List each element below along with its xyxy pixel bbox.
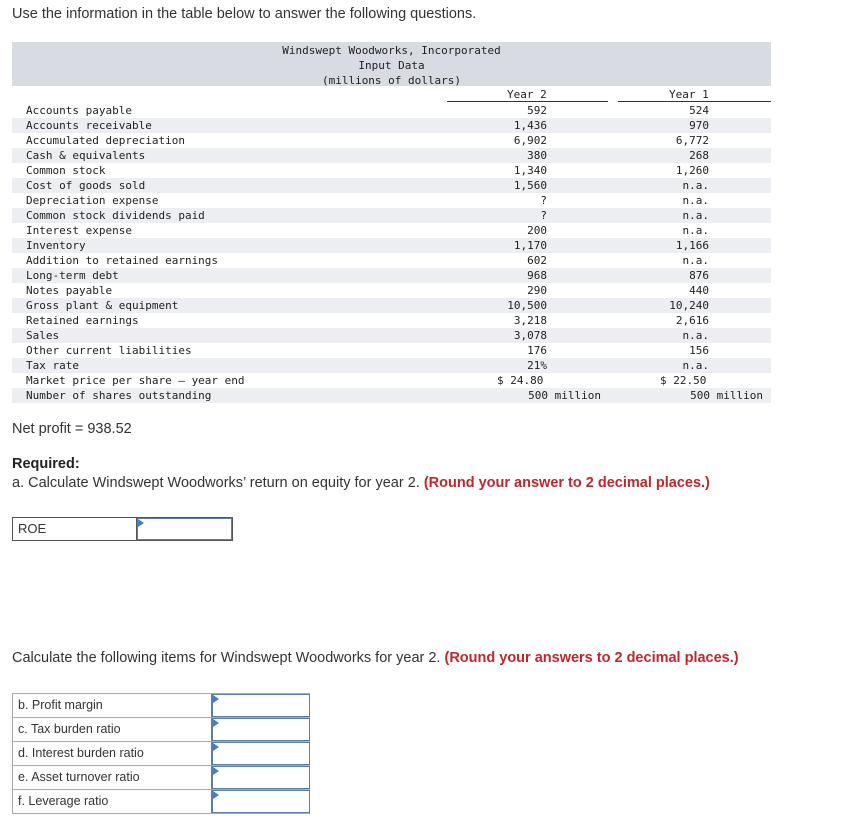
question-b-instruction: (Round your answers to 2 decimal places.) <box>444 650 739 666</box>
row-value-year1: 10,240 <box>669 299 709 312</box>
table-row <box>12 358 771 373</box>
table-row <box>12 103 771 118</box>
row-label: Other current liabilities <box>26 344 192 357</box>
ratio-label: e. Asset turnover ratio <box>12 766 211 789</box>
table-row <box>12 373 771 388</box>
row-label: Addition to retained earnings <box>26 254 219 267</box>
row-label: Inventory <box>26 239 86 252</box>
row-value-year1: 6,772 <box>675 134 709 147</box>
input-flag-icon <box>213 743 219 751</box>
table-row <box>12 268 771 283</box>
row-label: Common stock dividends paid <box>26 209 205 222</box>
row-label: Market price per share – year end <box>26 374 245 387</box>
table-row <box>12 208 771 223</box>
row-value-year2: $ 24.80 <box>497 374 544 387</box>
row-value-year2: 500 million <box>528 389 601 402</box>
row-value-year1: $ 22.50 <box>660 374 707 387</box>
row-value-year1: 2,616 <box>675 314 709 327</box>
row-value-year2: ? <box>540 194 547 207</box>
row-value-year1: n.a. <box>682 224 709 237</box>
row-label: Common stock <box>26 164 106 177</box>
row-label: Cost of goods sold <box>26 179 146 192</box>
ratio-label: f. Leverage ratio <box>12 790 211 813</box>
row-value-year2: 592 <box>527 104 547 117</box>
row-value-year2: 1,340 <box>513 164 547 177</box>
row-value-year1: n.a. <box>682 179 709 192</box>
question-b-text: Calculate the following items for Windswept Woodworks for year 2. <box>12 650 441 666</box>
table-row <box>12 253 771 268</box>
row-label: Sales <box>26 329 60 342</box>
ratio-row-profit-margin <box>12 693 310 718</box>
question-a-text: a. Calculate Windswept Woodworks’ return on equity for year 2. <box>12 475 420 491</box>
row-value-year2: 3,078 <box>513 329 547 342</box>
ratio-row-asset-turnover <box>12 766 310 790</box>
table-row <box>12 133 771 148</box>
table-units: (millions of dollars) <box>321 74 462 87</box>
question-b <box>12 650 739 666</box>
row-label: Retained earnings <box>26 314 139 327</box>
row-label: Cash & equivalents <box>26 149 146 162</box>
ratio-label: d. Interest burden ratio <box>12 742 211 765</box>
row-label: Number of shares outstanding <box>26 389 212 402</box>
row-value-year2: 290 <box>527 284 547 297</box>
ratio-label: c. Tax burden ratio <box>12 718 211 741</box>
asset-turnover-input[interactable] <box>211 766 310 789</box>
row-value-year2: 3,218 <box>513 314 547 327</box>
net-profit-text: Net profit = 938.52 <box>12 421 132 437</box>
table-row <box>12 118 771 133</box>
question-a-instruction: (Round your answer to 2 decimal places.) <box>423 475 710 491</box>
table-row <box>12 148 771 163</box>
row-value-year1: 524 <box>689 104 709 117</box>
row-value-year2: 968 <box>527 269 547 282</box>
row-value-year1: n.a. <box>682 194 709 207</box>
row-value-year2: 10,500 <box>507 299 547 312</box>
profit-margin-input[interactable] <box>211 694 310 717</box>
input-flag-icon <box>213 719 219 727</box>
row-label: Notes payable <box>26 284 113 297</box>
table-row <box>12 163 771 178</box>
input-flag-icon <box>138 519 144 527</box>
row-label: Accounts payable <box>26 104 132 117</box>
ratio-row-leverage <box>12 790 310 814</box>
required-heading: Required: <box>12 456 80 472</box>
row-value-year1: 1,166 <box>675 239 709 252</box>
table-row <box>12 178 771 193</box>
ratio-label: b. Profit margin <box>12 694 211 717</box>
interest-burden-input[interactable] <box>211 742 310 765</box>
ratio-row-interest-burden <box>12 742 310 766</box>
ratio-answer-table <box>12 693 310 814</box>
row-value-year1: n.a. <box>682 209 709 222</box>
question-a <box>12 475 710 491</box>
row-value-year1: 268 <box>689 149 709 162</box>
table-row <box>12 298 771 313</box>
input-flag-icon <box>213 767 219 775</box>
table-row <box>12 328 771 343</box>
row-value-year2: 1,560 <box>513 179 547 192</box>
row-value-year2: 1,170 <box>513 239 547 252</box>
table-row <box>12 223 771 238</box>
table-title: Windswept Woodworks, Incorporated <box>282 44 501 57</box>
row-value-year1: 876 <box>689 269 709 282</box>
col-rule-year2 <box>447 101 608 102</box>
table-subtitle: Input Data <box>358 59 425 72</box>
col-header-year2: Year 2 <box>507 88 547 101</box>
row-label: Interest expense <box>26 224 132 237</box>
row-label: Accounts receivable <box>26 119 152 132</box>
row-value-year1: 156 <box>689 344 709 357</box>
table-row <box>12 388 771 403</box>
intro-text: Use the information in the table below to answer the following questions. <box>12 6 477 22</box>
row-value-year2: ? <box>540 209 547 222</box>
roe-answer-row <box>12 517 233 541</box>
row-label: Accumulated depreciation <box>26 134 185 147</box>
leverage-input[interactable] <box>211 790 310 813</box>
col-rule-year1 <box>618 101 771 102</box>
row-value-year1: 440 <box>689 284 709 297</box>
row-label: Gross plant & equipment <box>26 299 179 312</box>
table-row <box>12 238 771 253</box>
roe-label: ROE <box>13 518 137 540</box>
row-value-year2: 380 <box>527 149 547 162</box>
table-row <box>12 193 771 208</box>
table-row <box>12 343 771 358</box>
row-value-year1: n.a. <box>682 359 709 372</box>
col-header-year1: Year 1 <box>669 88 709 101</box>
table-row <box>12 313 771 328</box>
row-label: Long-term debt <box>26 269 119 282</box>
row-label: Depreciation expense <box>26 194 159 207</box>
row-value-year2: 1,436 <box>513 119 547 132</box>
table-row <box>12 283 771 298</box>
row-value-year2: 21% <box>527 359 547 372</box>
row-value-year2: 6,902 <box>513 134 547 147</box>
row-value-year1: 500 million <box>690 389 763 402</box>
roe-input[interactable] <box>137 518 232 540</box>
input-flag-icon <box>213 791 219 799</box>
row-value-year1: n.a. <box>682 329 709 342</box>
input-flag-icon <box>213 695 219 703</box>
row-label: Tax rate <box>26 359 79 372</box>
row-value-year1: n.a. <box>682 254 709 267</box>
row-value-year2: 176 <box>527 344 547 357</box>
row-value-year1: 970 <box>689 119 709 132</box>
tax-burden-input[interactable] <box>211 718 310 741</box>
row-value-year1: 1,260 <box>675 164 709 177</box>
row-value-year2: 200 <box>527 224 547 237</box>
ratio-row-tax-burden <box>12 718 310 742</box>
row-value-year2: 602 <box>527 254 547 267</box>
